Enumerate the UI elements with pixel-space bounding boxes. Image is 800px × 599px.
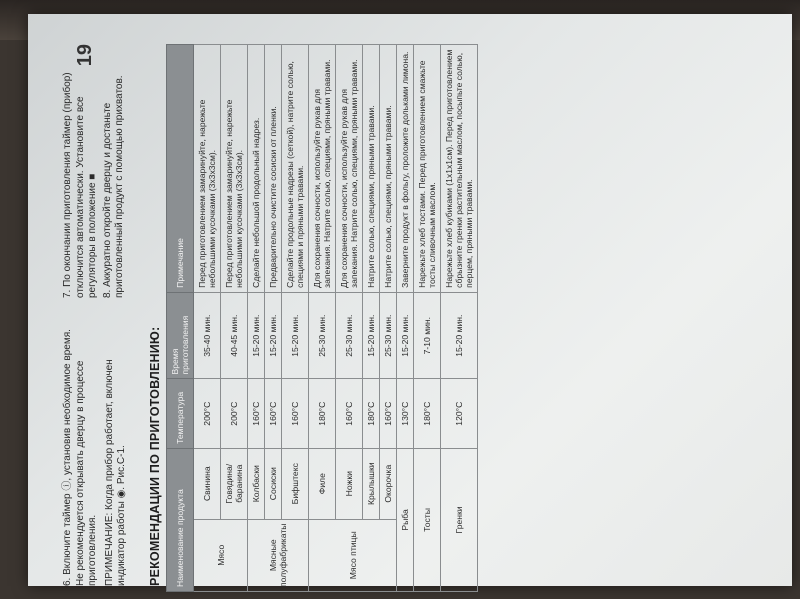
table-row bbox=[441, 45, 478, 592]
table-row bbox=[397, 45, 414, 592]
temp-cell: 200°С bbox=[221, 379, 248, 448]
instruction-8: 8. Аккуратно откройте дверцу и достаньте приготовленный продукт с помощью прихватов. bbox=[101, 75, 125, 298]
note-cell: Нарежьте хлеб кубиками (1х1х1см). Перед приготовлением сбрызните гренки растительным маслом, посыпьте солью, перцем, пряными травами. bbox=[441, 45, 478, 293]
instruction-6: 6. Включите таймер ⓘ, установив необходимое время. Не рекомендуется открывать дверцу в процессе приготовления. bbox=[62, 329, 98, 586]
table-header-row bbox=[167, 45, 194, 592]
note-cell: Для сохранения сочности, используйте рукав для запекания. Натрите солью, специями, пряными травами. bbox=[309, 45, 336, 293]
note-cell: Натрите солью, специями, пряными травами. bbox=[380, 45, 397, 293]
temp-cell: 160°С bbox=[282, 379, 309, 448]
note-cell: Предварительно очистите сосиски от пленки. bbox=[265, 45, 282, 293]
instruction-7: 7. По окончании приготовления таймер (прибор) отключится автоматически. Установите все регуляторы в положение ■ bbox=[62, 72, 98, 298]
section-heading: РЕКОМЕНДАЦИИ ПО ПРИГОТОВЛЕНИЮ: bbox=[148, 326, 162, 586]
group-cell: Мясо птицы bbox=[309, 519, 397, 591]
header-note: Примечание bbox=[167, 45, 194, 293]
temp-cell: 160°С bbox=[248, 379, 265, 448]
note-cell: Перед приготовлением замаринуйте, нарежьте небольшими кусочками (3х3х3см). bbox=[194, 45, 221, 293]
table-row bbox=[363, 45, 380, 592]
table-row bbox=[336, 45, 363, 592]
group-cell: Гренки bbox=[441, 448, 478, 591]
instruction-note: ПРИМЕЧАНИЕ: Когда прибор работает, включен индикатор работы ◉. Рис.С-1. bbox=[103, 359, 127, 586]
item-cell: Окорочка bbox=[380, 448, 397, 519]
temp-cell: 160°С bbox=[265, 379, 282, 448]
cooking-recommendations-table bbox=[166, 44, 478, 592]
table-row bbox=[248, 45, 265, 592]
note-cell: Натрите солью, специями, пряными травами. bbox=[363, 45, 380, 293]
table-row bbox=[414, 45, 441, 592]
header-product: Наименование продукта bbox=[167, 448, 194, 591]
table-row bbox=[265, 45, 282, 592]
table-row bbox=[309, 45, 336, 592]
temp-cell: 160°С bbox=[380, 379, 397, 448]
group-cell: Мясные полуфабрикаты bbox=[248, 519, 309, 591]
instructions-right bbox=[62, 48, 129, 298]
time-cell: 25-30 мин. bbox=[309, 292, 336, 379]
temp-cell: 120°С bbox=[441, 379, 478, 448]
note-cell: Для сохранения сочности, используйте рукав для запекания. Натрите солью, специями, пряными травами. bbox=[336, 45, 363, 293]
table-row bbox=[194, 45, 221, 592]
item-cell: Бифштекс bbox=[282, 448, 309, 519]
item-cell: Свинина bbox=[194, 448, 221, 519]
time-cell: 15-20 мин. bbox=[282, 292, 309, 379]
time-cell: 25-30 мин. bbox=[336, 292, 363, 379]
note-cell: Перед приготовлением замаринуйте, нарежьте небольшими кусочками (3х3х3см). bbox=[221, 45, 248, 293]
temp-cell: 180°С bbox=[414, 379, 441, 448]
table-row bbox=[282, 45, 309, 592]
item-cell: Колбаски bbox=[248, 448, 265, 519]
time-cell: 15-20 мин. bbox=[397, 292, 414, 379]
note-cell: Сделайте небольшой продольный надрез. bbox=[248, 45, 265, 293]
note-cell: Заверните продукт в фольгу, проложите дольками лимона. bbox=[397, 45, 414, 293]
item-cell: Крылышки bbox=[363, 448, 380, 519]
page-number: 19 bbox=[74, 44, 96, 67]
temp-cell: 180°С bbox=[363, 379, 380, 448]
temp-cell: 160°С bbox=[336, 379, 363, 448]
time-cell: 25-30 мин. bbox=[380, 292, 397, 379]
time-cell: 15-20 мин. bbox=[248, 292, 265, 379]
header-temperature: Температура bbox=[167, 379, 194, 448]
time-cell: 15-20 мин. bbox=[363, 292, 380, 379]
temp-cell: 200°С bbox=[194, 379, 221, 448]
time-cell: 7-10 мин. bbox=[414, 292, 441, 379]
temp-cell: 180°С bbox=[309, 379, 336, 448]
time-cell: 15-20 мин. bbox=[265, 292, 282, 379]
table-row bbox=[380, 45, 397, 592]
group-cell: Рыба bbox=[397, 448, 414, 591]
time-cell: 15-20 мин. bbox=[441, 292, 478, 379]
instructions-left bbox=[62, 326, 131, 586]
item-cell: Ножки bbox=[336, 448, 363, 519]
item-cell: Филе bbox=[309, 448, 336, 519]
note-cell: Нарежьте хлеб тостами. Перед приготовлением смажьте тосты сливочным маслом. bbox=[414, 45, 441, 293]
table-row bbox=[221, 45, 248, 592]
time-cell: 35-40 мин. bbox=[194, 292, 221, 379]
temp-cell: 130°С bbox=[397, 379, 414, 448]
item-cell: Говядина/баранина bbox=[221, 448, 248, 519]
header-time: Время приготовления bbox=[167, 292, 194, 379]
manual-page bbox=[28, 14, 792, 586]
rotated-content bbox=[38, 38, 778, 598]
group-cell: Мясо bbox=[194, 519, 248, 591]
time-cell: 40-45 мин. bbox=[221, 292, 248, 379]
note-cell: Сделайте продольные надрезы (сеткой), натрите солью, специями и пряными травами. bbox=[282, 45, 309, 293]
group-cell: Тосты bbox=[414, 448, 441, 591]
item-cell: Сосиски bbox=[265, 448, 282, 519]
